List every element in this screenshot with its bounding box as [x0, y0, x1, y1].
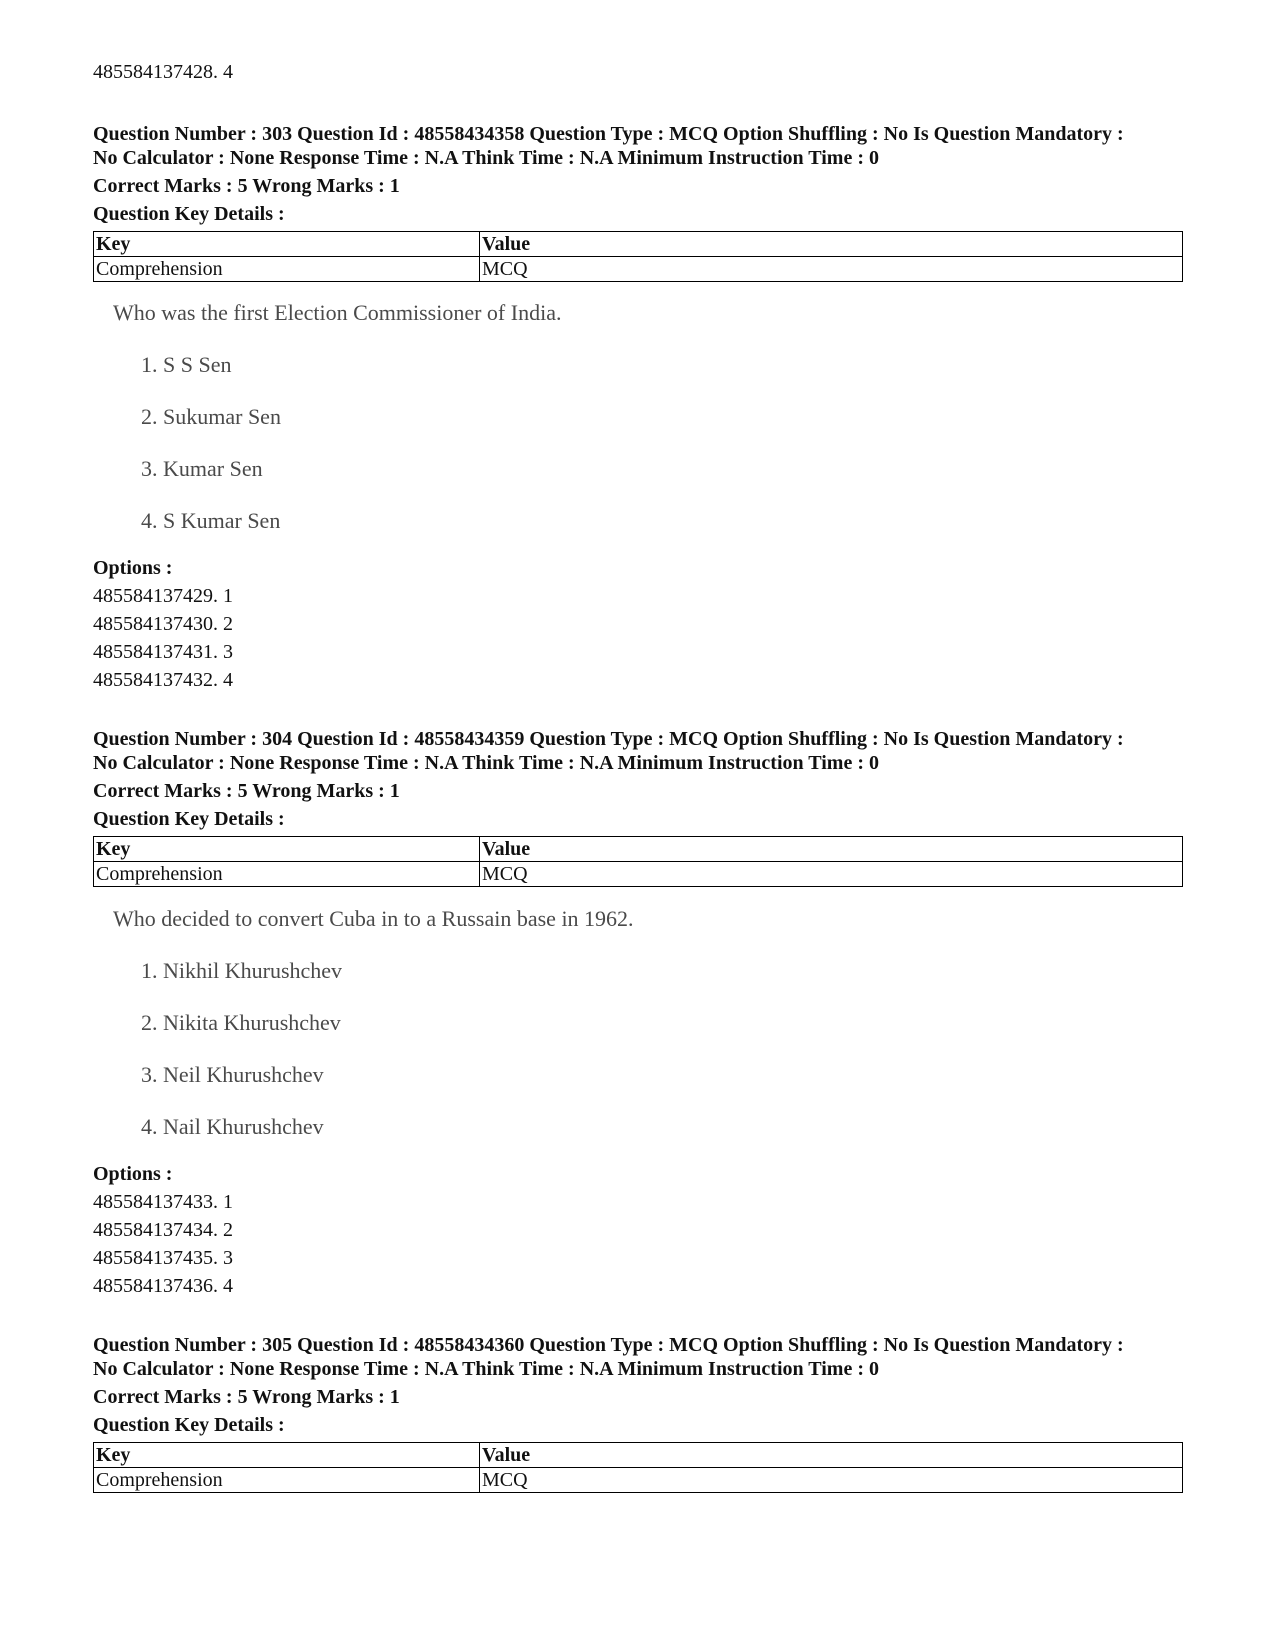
table-cell-key: Comprehension	[94, 257, 480, 282]
table-header-row	[94, 837, 1183, 862]
table-header-key: Key	[94, 837, 480, 862]
choice-item: 1. S S Sen	[141, 352, 232, 377]
question-header-line1: Question Number : 304 Question Id : 48558434359 Question Type : MCQ Option Shuffling : No Is Question Mandatory :	[93, 728, 1124, 750]
table-header-key: Key	[94, 232, 480, 257]
choice-item: 2. Sukumar Sen	[141, 404, 281, 429]
question-header-line2: No Calculator : None Response Time : N.A Think Time : N.A Minimum Instruction Time : 0	[93, 147, 879, 169]
key-details-table	[93, 231, 1183, 282]
marks-line: Correct Marks : 5 Wrong Marks : 1	[93, 780, 400, 802]
table-header-value: Value	[480, 232, 1183, 257]
table-header-value: Value	[480, 837, 1183, 862]
option-id: 485584137435. 3	[93, 1247, 233, 1269]
question-image-303	[93, 300, 561, 326]
question-block-304	[93, 727, 1183, 887]
key-details-label: Question Key Details :	[93, 203, 285, 225]
key-details-table	[93, 1442, 1183, 1493]
key-details-label: Question Key Details :	[93, 1414, 285, 1436]
options-label: Options :	[93, 1163, 173, 1185]
question-image-304	[93, 906, 634, 932]
table-cell-value: MCQ	[480, 1468, 1183, 1493]
table-row	[94, 862, 1183, 887]
question-block-303	[93, 122, 1183, 282]
marks-line: Correct Marks : 5 Wrong Marks : 1	[93, 1386, 400, 1408]
previous-option-id: 485584137428. 4	[93, 61, 233, 83]
table-row	[94, 257, 1183, 282]
key-details-label: Question Key Details :	[93, 808, 285, 830]
option-id: 485584137430. 2	[93, 613, 233, 635]
choice-item: 3. Neil Khurushchev	[141, 1062, 324, 1087]
table-cell-value: MCQ	[480, 257, 1183, 282]
key-details-table	[93, 836, 1183, 887]
option-id: 485584137436. 4	[93, 1275, 233, 1297]
options-list-303	[93, 554, 233, 694]
question-block-305	[93, 1333, 1183, 1493]
table-cell-key: Comprehension	[94, 862, 480, 887]
choice-item: 3. Kumar Sen	[141, 456, 263, 481]
table-cell-value: MCQ	[480, 862, 1183, 887]
choice-item: 4. S Kumar Sen	[141, 508, 281, 533]
option-id: 485584137432. 4	[93, 669, 233, 691]
question-text: Who was the first Election Commissioner of India.	[113, 300, 562, 325]
option-id: 485584137434. 2	[93, 1219, 233, 1241]
option-id: 485584137433. 1	[93, 1191, 233, 1213]
table-header-row	[94, 232, 1183, 257]
options-label: Options :	[93, 557, 173, 579]
question-header-line1: Question Number : 305 Question Id : 48558434360 Question Type : MCQ Option Shuffling : No Is Question Mandatory :	[93, 1334, 1124, 1356]
table-row	[94, 1468, 1183, 1493]
table-header-value: Value	[480, 1443, 1183, 1468]
choice-item: 4. Nail Khurushchev	[141, 1114, 324, 1139]
option-id: 485584137429. 1	[93, 585, 233, 607]
marks-line: Correct Marks : 5 Wrong Marks : 1	[93, 175, 400, 197]
question-header-line1: Question Number : 303 Question Id : 48558434358 Question Type : MCQ Option Shuffling : No Is Question Mandatory :	[93, 123, 1124, 145]
option-id: 485584137431. 3	[93, 641, 233, 663]
question-header-line2: No Calculator : None Response Time : N.A Think Time : N.A Minimum Instruction Time : 0	[93, 1358, 879, 1380]
table-header-key: Key	[94, 1443, 480, 1468]
choice-item: 1. Nikhil Khurushchev	[141, 958, 343, 983]
question-text: Who decided to convert Cuba in to a Russain base in 1962.	[113, 906, 634, 931]
choice-item: 2. Nikita Khurushchev	[141, 1010, 341, 1035]
table-header-row	[94, 1443, 1183, 1468]
question-header-line2: No Calculator : None Response Time : N.A Think Time : N.A Minimum Instruction Time : 0	[93, 752, 879, 774]
table-cell-key: Comprehension	[94, 1468, 480, 1493]
options-list-304	[93, 1160, 233, 1300]
